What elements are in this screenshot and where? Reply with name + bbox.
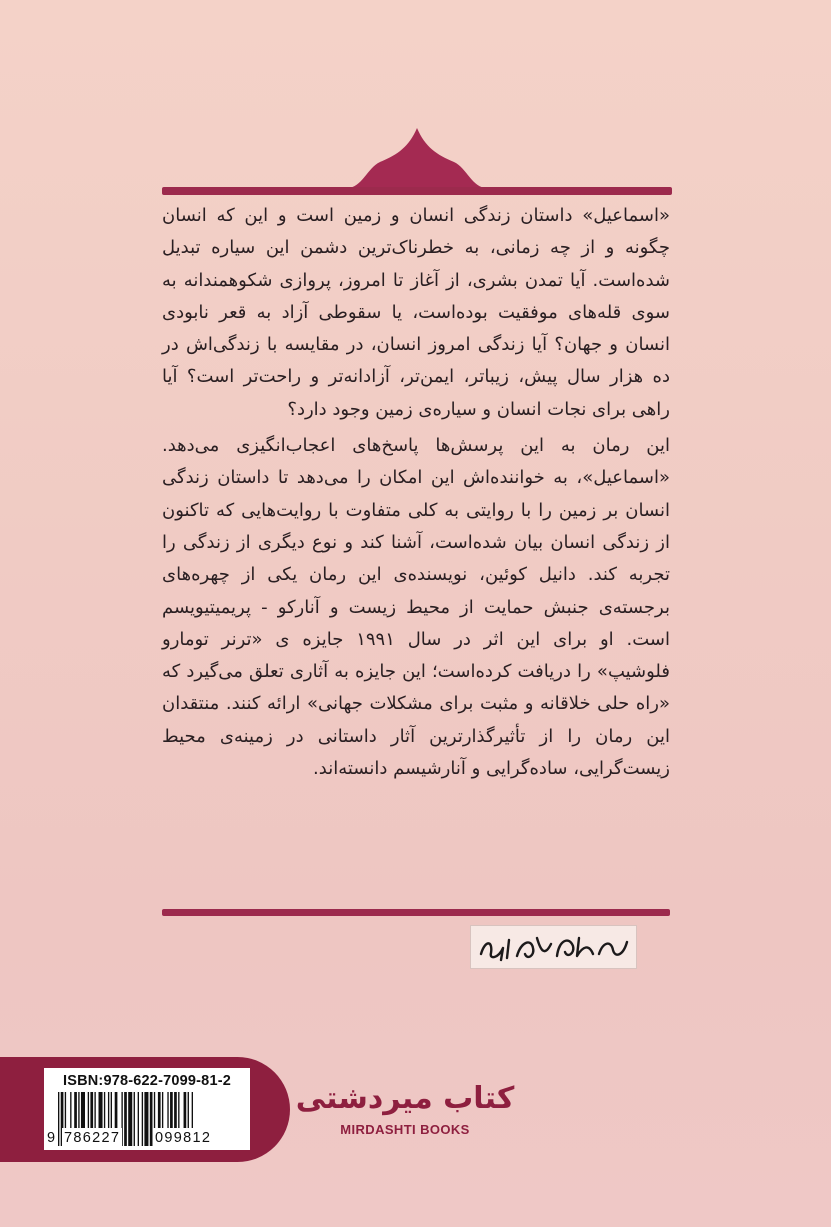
blurb-paragraph-2: این رمان به این پرسش‌ها پاسخ‌های اعجاب‌انگیزی می‌دهد. «اسماعیل»، به خواننده‌اش این امکان را می‌دهد تا داستان زندگی انسان بر زمین را با روایتی به کلی متفاوت با روایت‌هایی که تاکنون از زندگی انسان بیان شده‌است، آشنا کند و نوع دیگری از زندگی را تجربه کند. دانیل کوئین، نویسنده‌ی این رمان یکی از چهره‌های برجسته‌ی جنبش حمایت از محیط زیست و آنارکو - پریمیتیویسم است. او برای این اثر در سال ۱۹۹۱ جایزه ی «ترنر تومارو فلوشیپ» را دریافت کرده‌است؛ این جایزه به آثاری تعلق می‌گیرد که «راه حلی خلاقانه و مثبت برای مشکلات جهانی» ارائه کنند. منتقدان این رمان را از تأثیرگذارترین آثار داستانی در زمینه‌ی محیط زیست‌گرایی، ساده‌گرایی و آنارشیسم دانسته‌اند. xyxy=(162,435,670,780)
blurb-paragraph-1: «اسماعیل» داستان زندگی انسان و زمین است و این که انسان چگونه و از چه زمانی، به خطرناک‌ترین دشمن این سیاره تبدیل شده‌است. آیا تمدن بشری، از آغاز تا امروز، پروازی شکوهمندانه به سوی قله‌های موفقیت بوده‌است، یا سقوطی آزاد به قعر نابودی انسان و جهان؟ آیا زندگی امروز انسان، در مقایسه با زندگی‌اش در ده هزار سال پیش، زیباتر، ایمن‌تر، آزادانه‌تر و راحت‌تر است؟ آیا راهی برای نجات انسان و سیاره‌ی زمین وجود دارد؟ xyxy=(162,205,670,420)
barcode-box xyxy=(44,1068,250,1150)
isbn-label: ISBN:978-622-7099-81-2 xyxy=(62,1073,232,1089)
bottom-divider xyxy=(162,909,670,916)
publisher-logo-text: کتاب میردشتی xyxy=(295,1081,515,1116)
designer-signature-icon xyxy=(470,925,637,969)
back-cover-blurb xyxy=(162,200,670,906)
barcode-digits xyxy=(44,1128,250,1148)
publisher-name: MIRDASHTI BOOKS xyxy=(340,1122,470,1137)
publisher-logo xyxy=(295,1068,515,1148)
publisher-logo-mark-icon xyxy=(295,1068,515,1120)
barcode-digits-right: 099812 xyxy=(155,1130,212,1146)
barcode-digit-first: 9 xyxy=(47,1130,56,1146)
dome-ornament-icon xyxy=(162,122,672,197)
barcode-digits-left: 786227 xyxy=(64,1130,121,1146)
